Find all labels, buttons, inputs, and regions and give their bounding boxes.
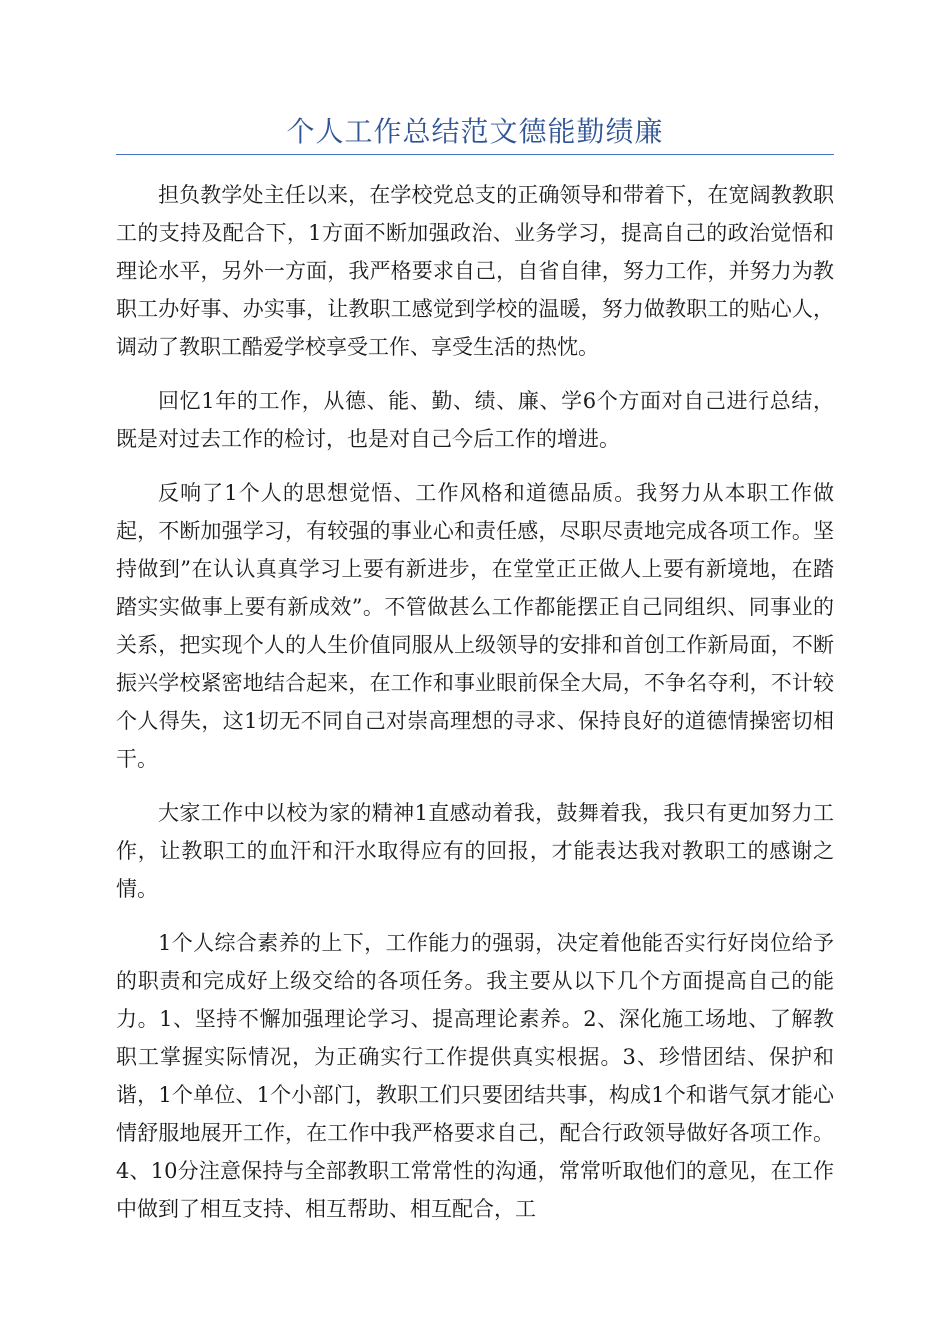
title-underline — [116, 154, 834, 155]
document-body — [116, 176, 834, 1244]
paragraph: 反响了1个人的思想觉悟、工作风格和道德品质。我努力从本职工作做起，不断加强学习，有较强的事业心和责任感，尽职尽责地完成各项工作。坚持做到”在认认真真学习上要有新进步，在堂堂正正做人上要有新境地，在踏踏实实做事上要有新成效”。不管做甚么工作都能摆正自己同组织、同事业的关系，把实现个人的人生价值同服从上级领导的安排和首创工作新局面，不断振兴学校紧密地结合起来，在工作和事业眼前保全大局，不争名夺利，不计较个人得失，这1切无不同自己对崇高理想的寻求、保持良好的道德情操密切相干。 — [116, 481, 834, 771]
document-title: 个人工作总结范文德能勤绩廉 — [286, 115, 664, 148]
paragraph: 1个人综合素养的上下，工作能力的强弱，决定着他能否实行好岗位给予的职责和完成好上级交给的各项任务。我主要从以下几个方面提高自己的能力。1、坚持不懈加强理论学习、提高理论素养。2、深化施工场地、了解教职工掌握实际情况，为正确实行工作提供真实根据。3、珍惜团结、保护和谐，1个单位、1个小部门，教职工们只要团结共事，构成1个和谐气氛才能心情舒服地展开工作，在工作中我严格要求自己，配合行政领导做好各项工作。4、10分注意保持与全部教职工常常性的沟通，常常听取他们的意见，在工作中做到了相互支持、相互帮助、相互配合，工 — [116, 931, 834, 1221]
paragraph: 大家工作中以校为家的精神1直感动着我，鼓舞着我，我只有更加努力工作，让教职工的血汗和汗水取得应有的回报，才能表达我对教职工的感谢之情。 — [116, 801, 834, 901]
paragraph: 回忆1年的工作，从德、能、勤、绩、廉、学6个方面对自己进行总结，既是对过去工作的检讨，也是对自己今后工作的增进。 — [116, 389, 834, 451]
paragraph: 担负教学处主任以来，在学校党总支的正确领导和带着下，在宽阔教教职工的支持及配合下，1方面不断加强政治、业务学习，提高自己的政治觉悟和理论水平，另外一方面，我严格要求自己，自省自律，努力工作，并努力为教职工办好事、办实事，让教职工感觉到学校的温暖，努力做教职工的贴心人，调动了教职工酷爱学校享受工作、享受生活的热忱。 — [116, 183, 834, 359]
